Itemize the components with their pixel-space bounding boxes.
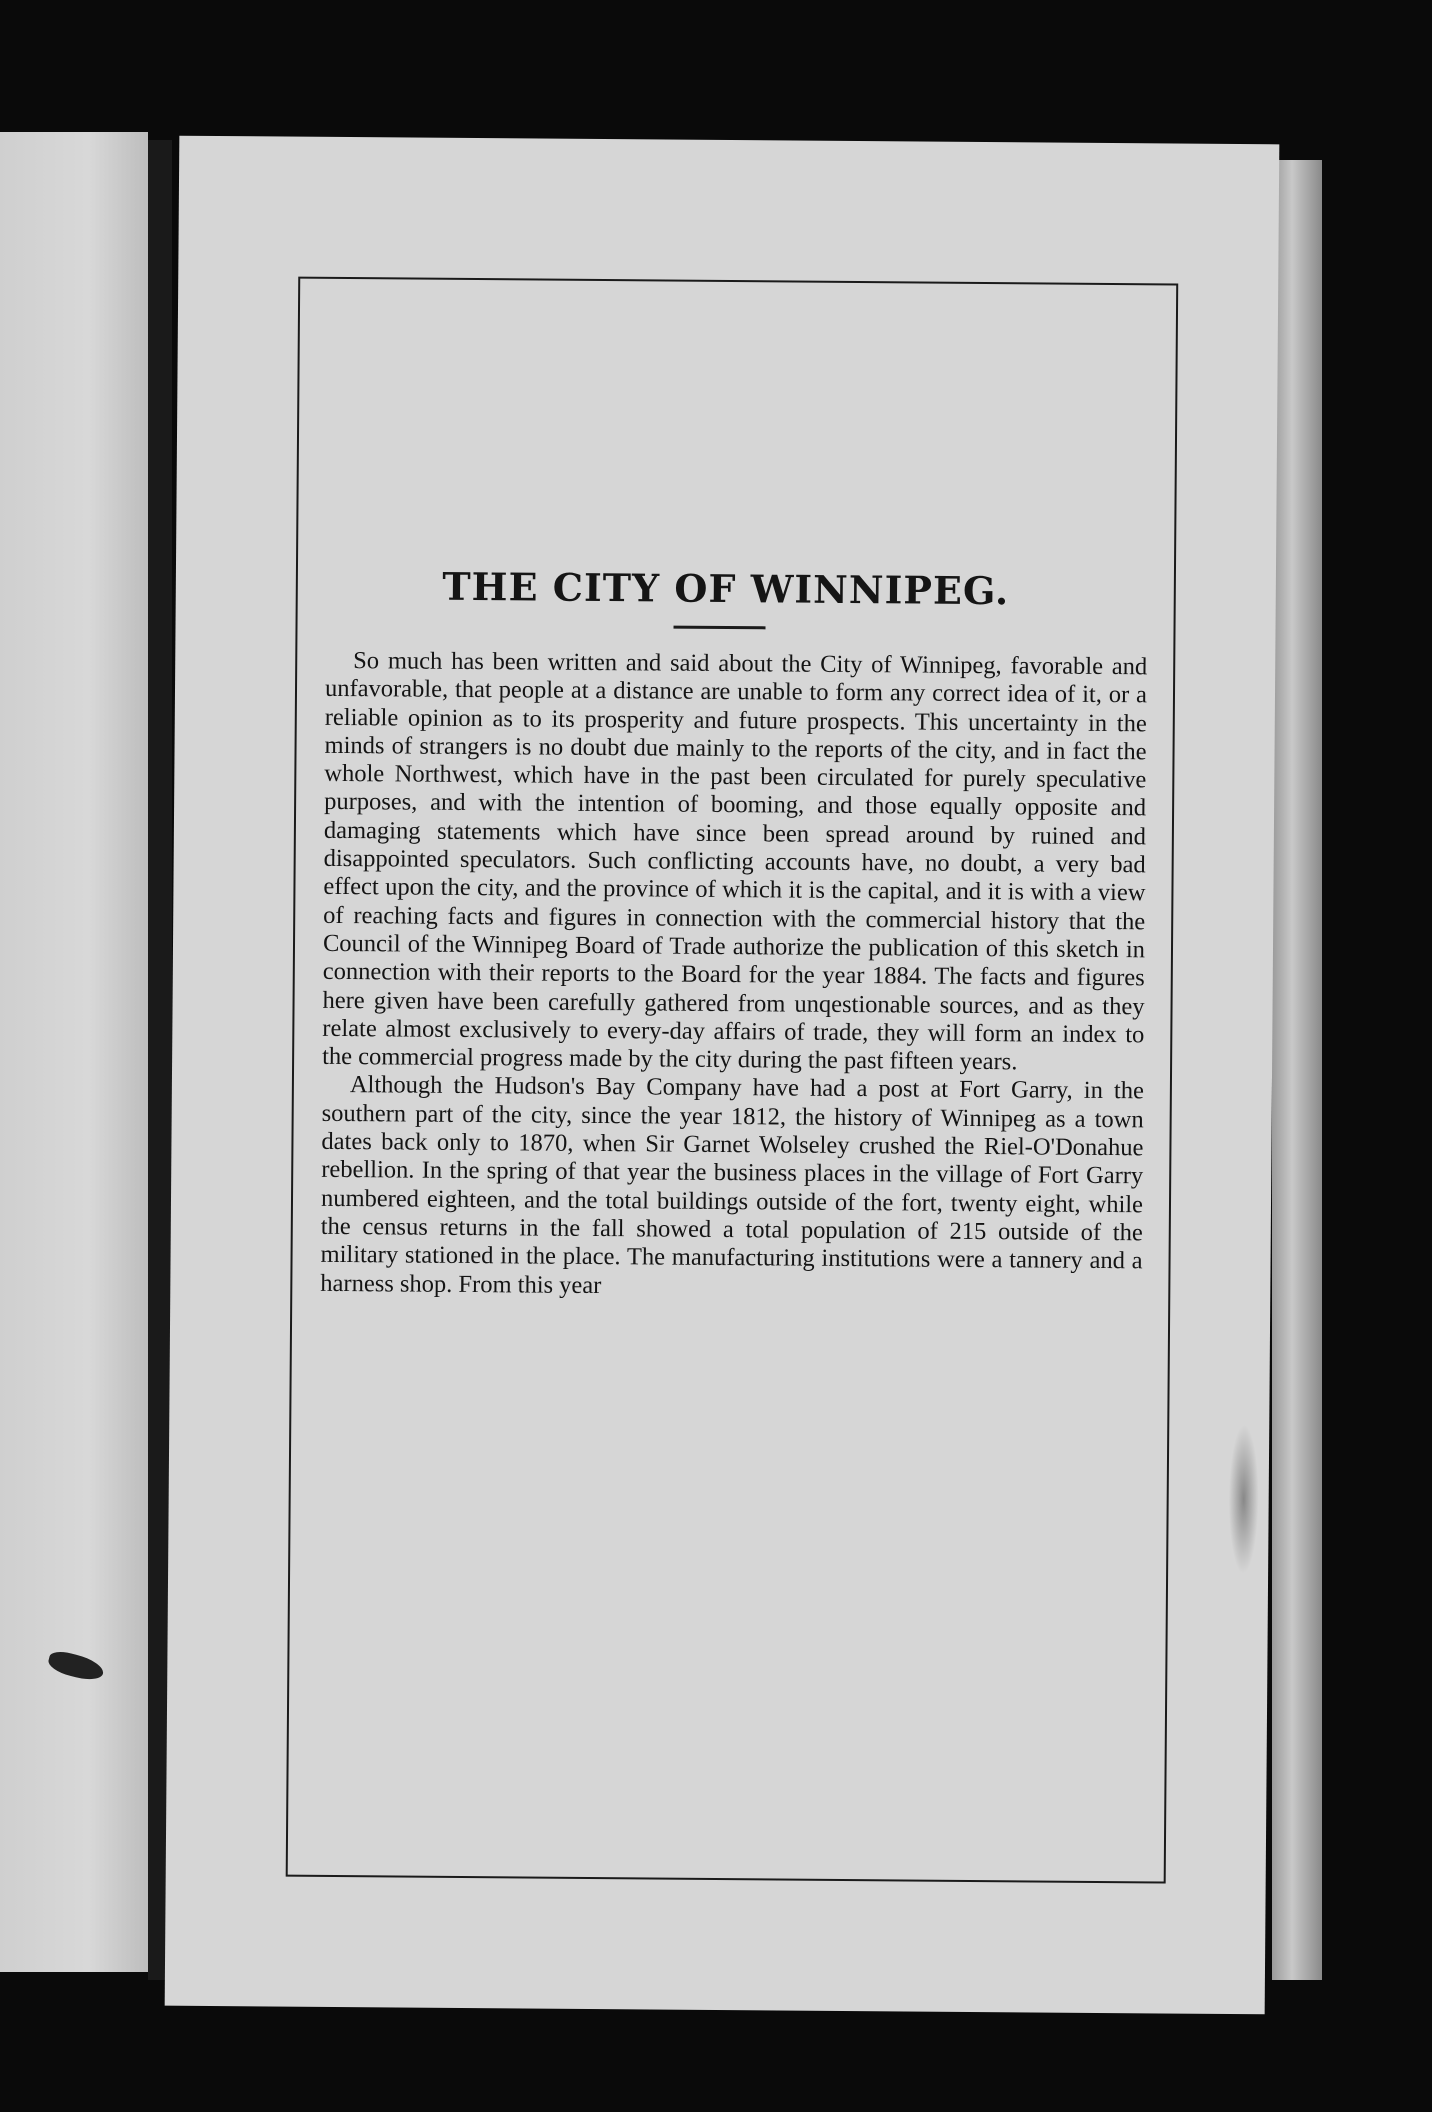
paragraph-2: Although the Hudson's Bay Company have had a post at Fort Garry, in the southern part of the city, since the year 1812, the history of Winnipeg as a town dates back only to 1870, when Sir Garnet Wolseley crushed the Riel-O'Donahue rebellion. In the spring of that year the business places in the village of Fort Garry numbered eighteen, and the total buildings outside of the fort, twenty eight, while the census returns in the fall showed a total population of 215 outside of the military stationed in the place. The manufacturing institutions were a tannery and a harness shop. From this year xyxy=(320,1071,1144,1299)
page-stain xyxy=(1228,1424,1259,1574)
left-facing-page xyxy=(0,132,148,1972)
scanned-page xyxy=(165,136,1280,2015)
page-title: THE CITY OF WINNIPEG. xyxy=(442,563,1010,614)
book-cover-edge xyxy=(1272,160,1322,1980)
paragraph-1: So much has been written and said about the City of Winnipeg, favorable and unfavorable, that people at a distance are unable to form any correct idea of it, or a reliable opinion as to its prosperity and future prospects. This uncertainty in the minds of strangers is no doubt due mainly to the reports of the city, and in fact the whole Northwest, which have in the past been circulated for purely speculative purposes, and with the intention of booming, and those equally opposite and damaging statements which have since been spread around by ruined and disappointed speculators. Such conflicting accounts have, no doubt, a very bad effect upon the city, and the province of which it is the capital, and it is with a view of reaching facts and figures in connection with the commercial history that the Council of the Winnipeg Board of Trade authorize the publication of this sketch in connection with their reports to the Board for the year 1884. The facts and figures here given have been carefully gathered from unqestionable sources, and as they relate almost exclusively to every-day affairs of trade, they will form an index to the commercial progress made by the city during the past fifteen years. xyxy=(322,647,1148,1076)
body-text xyxy=(320,647,1147,1304)
